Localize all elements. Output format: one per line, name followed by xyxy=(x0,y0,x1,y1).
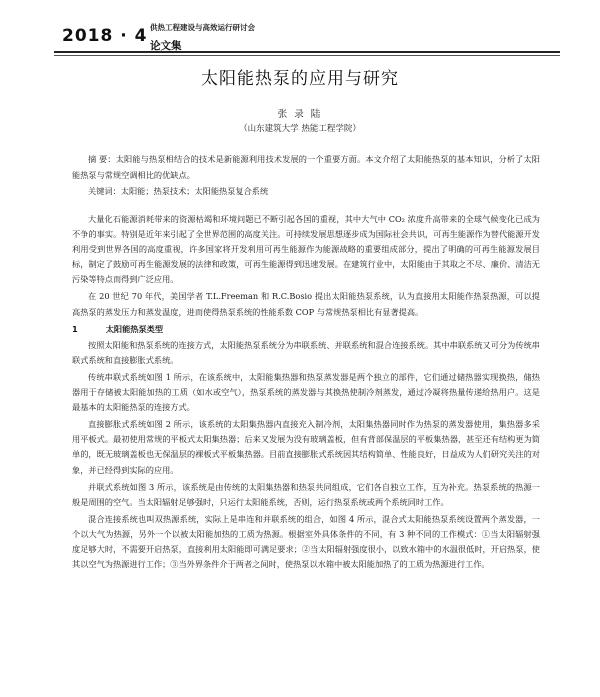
keywords: 关键词：太阳能；热泵技术；太阳能热泵复合系统 xyxy=(88,186,269,196)
paragraph-intro-2: 在 20 世纪 70 年代，美国学者 T.L.Freeman 和 R.C.Bosio 提出太阳能热泵系统，认为直接用太阳能作热泵热源，可以提高热泵的蒸发压力和蒸发温度，进而使得热泵系统的性能系数 COP 与常规热泵相比有显著提高。 xyxy=(72,291,540,317)
paper-title: 太阳能热泵的应用与研究 xyxy=(201,69,399,89)
issue-label: 2018 · 4 xyxy=(62,26,148,46)
affiliation: （山东建筑大学 热能工程学院） xyxy=(239,124,361,134)
paragraph-direct-expansion: 直接膨胀式系统如图 2 所示，该系统的太阳集热器内直接充入制冷剂，太阳集热器同时作为热泵的蒸发器使用，集热器多采用平板式。最初使用常规的平板式太阳集热器；后来又发展为没有玻璃盖板，但有背部保温层的平板集热器，甚至还有结构更为简单的，既无玻璃盖板也无保温层的裸板式平板集热器。目前直接膨胀式系统因其结构简单、性能良好，日益成为人们研究关注的对象，并已经得到实际的应用。 xyxy=(72,419,540,475)
publication-name: 供热工程建设与高效运行研讨会 xyxy=(150,23,255,32)
paragraph-series: 传统串联式系统如图 1 所示，在该系统中，太阳能集热器和热泵蒸发器是两个独立的部件，它们通过储热器实现换热，储热器用于存储被太阳能加热的工质（如水或空气），热泵系统的蒸发器与其换热使制冷剂蒸发，通过冷凝将热量传递给热用户。这是最基本的太阳能热泵的连接方式。 xyxy=(72,371,540,413)
paragraph-hybrid: 混合连接系统也叫双热源系统，实际上是串连和并联系统的组合，如图 4 所示，混合式太阳能热泵系统设置两个蒸发器，一个以大气为热源，另外一个以被太阳能加热的工质为热源。根据室外具体条件的不同，有 3 种不同的工作模式：①当太阳辐射强度足够大时，不需要开启热泵，直接利用太阳能即可满足要求；②当太阳辐射强度很小，以致水箱中的水温很低时，开启热泵，使其以空气为热源进行工作；③当外界条件介于两者之间时，使热泵以水箱中被太阳能加热了的工质为热源进行工作。 xyxy=(72,513,540,570)
header-rule-thin xyxy=(54,55,560,56)
paragraph-parallel: 并联式系统如图 3 所示，该系统是由传统的太阳集热器和热泵共同组成，它们各自独立工作，互为补充。热泵系统的热源一般是周围的空气。当太阳辐射足够强时，只运行太阳能系统，否则，运行热泵系统或两个系统同时工作。 xyxy=(72,481,540,507)
section-heading-1 xyxy=(72,322,540,337)
section-label: 论文集 xyxy=(150,40,182,52)
paragraph-intro-1: 大量化石能源消耗带来的资源枯竭和环境问题已不断引起各国的重视，其中大气中 CO₂ 浓度升高带来的全球气候变化已成为不争的事实。特别是近年来引起了全世界范围的高度关注。可持续发展思想逐步成为国际社会共识，可再生能源作为替代能源开发利用受到世界各国的高度重视，许多国家将开发利用可再生能源作为能源战略的重要组成部分，提出了明确的可再生能源发展目标，制定了鼓励可再生能源发展的法律和政策，可再生能源得到迅速发展。在建筑行业中，太阳能由于其取之不尽、廉价、清洁无污染等特点而得到广泛应用。 xyxy=(72,214,540,285)
header-rule xyxy=(54,51,560,53)
abstract: 摘 要：太阳能与热泵相结合的技术是新能源利用技术发展的一个重要方面。本文介绍了太阳能热泵的基本知识，分析了太阳能热泵与常规空调相比的优缺点。 xyxy=(72,154,540,180)
section-title: 太阳能热泵类型 xyxy=(105,323,164,334)
body-text xyxy=(72,212,540,574)
section-number: 1 xyxy=(72,323,78,334)
paragraph-types: 按照太阳能和热泵系统的连接方式，太阳能热泵系统分为串联系统、并联系统和混合连接系统。其中串联系统又可分为传统串联式系统和直接膨胀式系统。 xyxy=(72,339,540,365)
author: 张 录 陆 xyxy=(277,109,323,120)
